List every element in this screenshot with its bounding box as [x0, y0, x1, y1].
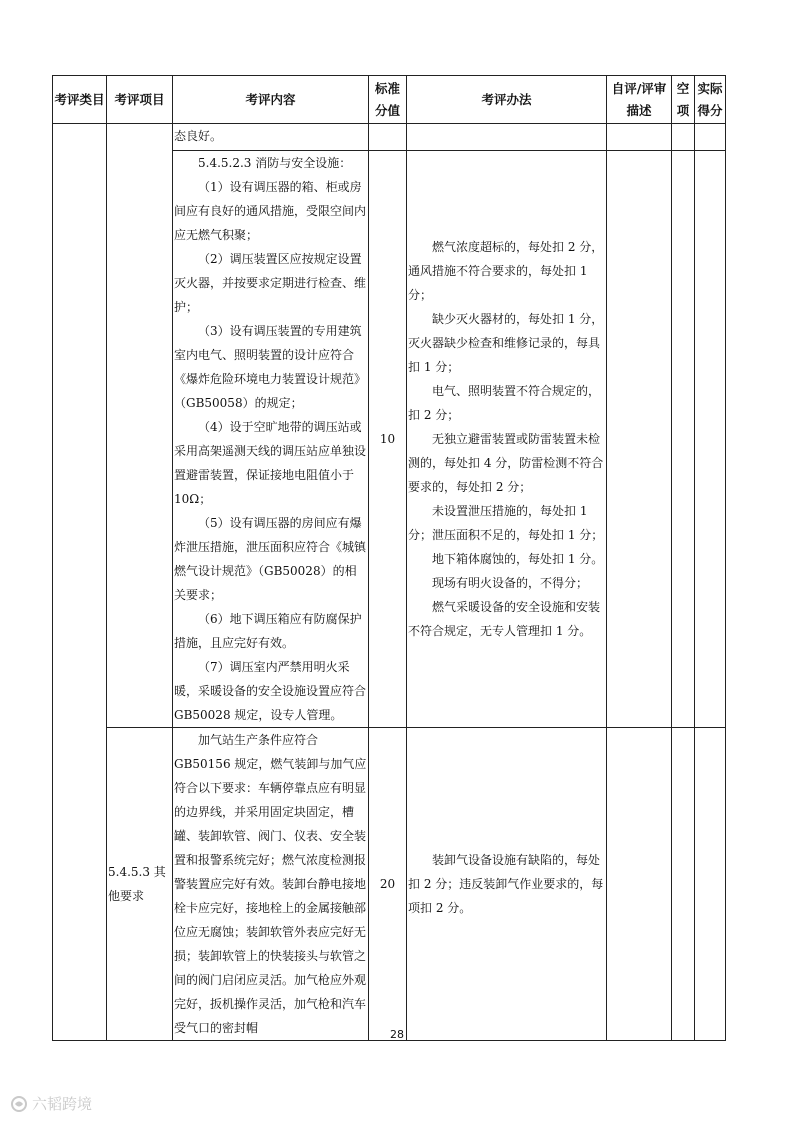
score-cell: 10 — [369, 151, 407, 728]
text-line: （5）设有调压器的房间应有爆炸泄压措施，泄压面积应符合《城镇燃气设计规范》（GB50028）的相关要求； — [174, 516, 367, 602]
method-cell: 装卸气设备设施有缺陷的，每处扣 2 分；违反装卸气作业要求的，每项扣 2 分。 — [407, 728, 607, 1041]
self-review-cell — [607, 151, 672, 728]
actual-score-cell — [695, 151, 726, 728]
actual-score-cell — [695, 124, 726, 151]
header-category: 考评类目 — [53, 76, 107, 124]
empty-item-cell — [672, 124, 695, 151]
empty-item-cell — [672, 728, 695, 1041]
page-number: 28 — [390, 1028, 404, 1041]
text-line: （4）设于空旷地带的调压站或采用高架遥测天线的调压站应单独设置避雷装置，保证接地电阻值小于10Ω； — [174, 420, 367, 506]
header-actual-score: 实际得分 — [695, 76, 726, 124]
score-cell — [369, 124, 407, 151]
brand-logo-icon — [10, 1095, 28, 1113]
header-content: 考评内容 — [173, 76, 369, 124]
empty-item-cell — [672, 151, 695, 728]
text-line: 无独立避雷装置或防雷装置未检测的，每处扣 4 分，防雷检测不符合要求的，每处扣 2 分； — [408, 432, 604, 494]
text-line: 燃气采暖设备的安全设施和安装不符合规定，无专人管理扣 1 分。 — [408, 600, 601, 638]
text-line: （6）地下调压箱应有防腐保护措施，且应完好有效。 — [174, 612, 362, 650]
header-standard-score: 标准分值 — [369, 76, 407, 124]
content-cell — [173, 151, 369, 728]
text-line: 现场有明火设备的，不得分； — [432, 576, 589, 590]
item-cell: 5.4.5.3 其他要求 — [107, 728, 173, 1041]
text-line: （1）设有调压器的箱、柜或房间应有良好的通风措施，受限空间内应无燃气积聚； — [174, 180, 367, 242]
self-review-cell — [607, 124, 672, 151]
text-line: （2）调压装置区应按规定设置灭火器，并按要求定期进行检查、维护； — [174, 252, 367, 314]
text-line: 5.4.5.2.3 消防与安全设施： — [198, 156, 352, 170]
category-cell — [53, 124, 107, 1041]
score-cell: 20 — [369, 728, 407, 1041]
header-method: 考评办法 — [407, 76, 607, 124]
self-review-cell — [607, 728, 672, 1041]
item-cell — [107, 124, 173, 728]
text-line: （3）设有调压装置的专用建筑室内电气、照明装置的设计应符合《爆炸危险环境电力装置设计规范》（GB50058）的规定； — [174, 324, 367, 410]
actual-score-cell — [695, 728, 726, 1041]
evaluation-table — [52, 75, 726, 1041]
header-self-review: 自评/评审描述 — [607, 76, 672, 124]
header-item: 考评项目 — [107, 76, 173, 124]
header-row — [53, 76, 726, 124]
text-line: 电气、照明装置不符合规定的，扣 2 分； — [408, 384, 601, 422]
table-row — [53, 124, 726, 151]
method-cell — [407, 124, 607, 151]
content-cell: 加气站生产条件应符合 GB50156 规定，燃气装卸与加气应符合以下要求：车辆停靠点应有明显的边界线，并采用固定块固定，槽罐、装卸软管、阀门、仪表、安全装置和报警系统完好；燃气浓度检测报警装置应完好有效。装卸台静电接地栓卡应完好，接地栓上的金属接触部位应无腐蚀；装卸软管外表应完好无损；装卸软管上的快装接头与软管之间的阀门启闭应灵活。加气枪应外观完好，扳机操作灵活，加气枪和汽车受气口的密封帽 — [173, 728, 369, 1041]
watermark — [10, 1093, 92, 1114]
text-line: （7）调压室内严禁用明火采暖，采暖设备的安全设施设置应符合GB50028 规定，设专人管理。 — [174, 660, 367, 722]
text-line: 未设置泄压措施的，每处扣 1 分；泄压面积不足的，每处扣 1 分； — [408, 504, 604, 542]
table-row — [53, 728, 726, 1041]
text-line: 缺少灭火器材的，每处扣 1 分，灭火器缺少检查和维修记录的，每具扣 1 分； — [408, 312, 604, 374]
watermark-text: 六韬跨境 — [32, 1095, 93, 1113]
content-cell: 态良好。 — [173, 124, 369, 151]
header-empty-item: 空项 — [672, 76, 695, 124]
method-cell — [407, 151, 607, 728]
text-line: 地下箱体腐蚀的，每处扣 1 分。 — [432, 552, 604, 566]
text-line: 燃气浓度超标的，每处扣 2 分，通风措施不符合要求的，每处扣 1 分； — [408, 240, 604, 302]
